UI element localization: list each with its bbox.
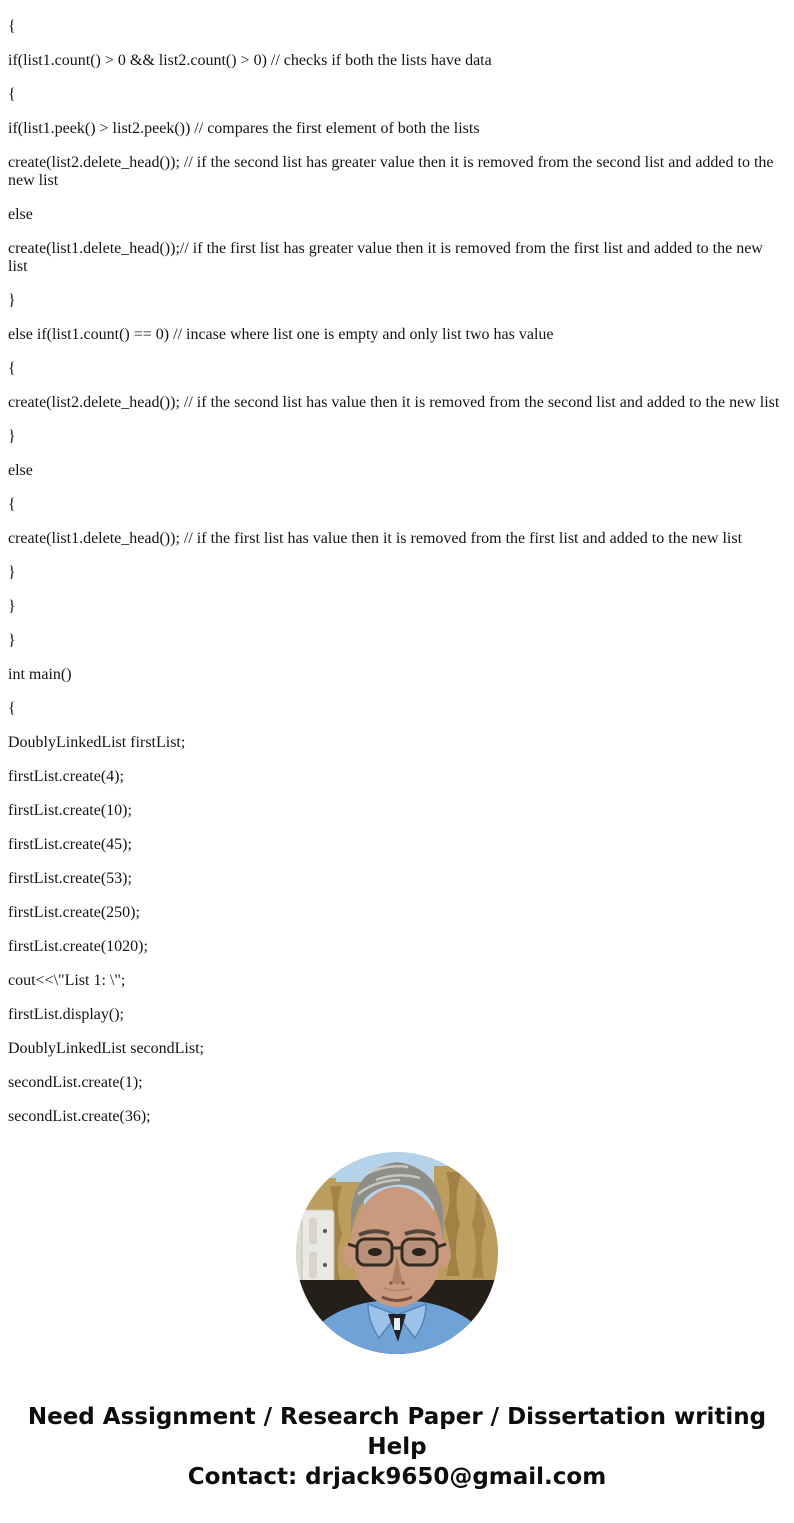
code-line: { [8, 700, 16, 717]
code-line: cout<<\"List 1: \"; [8, 972, 126, 989]
code-line: firstList.display(); [8, 1006, 124, 1023]
code-line: { [8, 86, 16, 103]
code-line: DoublyLinkedList firstList; [8, 734, 186, 751]
code-line: { [8, 18, 16, 35]
code-line: create(list2.delete_head()); // if the second list has value then it is removed from the second list and added to the new list [8, 394, 780, 411]
promo-text [0, 1402, 794, 1492]
code-line: else [8, 206, 33, 223]
switch-plate [302, 1210, 334, 1286]
code-line: } [8, 632, 16, 649]
code-line: DoublyLinkedList secondList; [8, 1040, 204, 1057]
tutor-photo-container [0, 1152, 794, 1354]
code-line: } [8, 292, 16, 309]
code-line: create(list1.delete_head());// if the first list has greater value then it is removed from the first list and added to the new list [8, 240, 763, 275]
promo-help-line: Need Assignment / Research Paper / Dissertation writing Help [27, 1404, 767, 1460]
code-line: firstList.create(10); [8, 802, 132, 819]
code-line: firstList.create(53); [8, 870, 132, 887]
code-line: firstList.create(1020); [8, 938, 148, 955]
code-line: secondList.create(36); [8, 1108, 151, 1125]
code-line: } [8, 564, 16, 581]
code-line: } [8, 428, 16, 445]
code-line: { [8, 360, 16, 377]
code-line: else [8, 462, 33, 479]
code-line: firstList.create(45); [8, 836, 132, 853]
code-line: } [8, 598, 16, 615]
code-line: int main() [8, 666, 72, 683]
code-line: if(list1.peek() > list2.peek()) // compares the first element of both the lists [8, 120, 480, 137]
code-line: { [8, 496, 16, 513]
code-line: secondList.create(1); [8, 1074, 143, 1091]
promo-contact-line: Contact: drjack9650@gmail.com [187, 1464, 607, 1490]
code-line: firstList.create(4); [8, 768, 124, 785]
code-line: create(list1.delete_head()); // if the first list has value then it is removed from the first list and added to the new list [8, 530, 743, 547]
code-line: create(list2.delete_head()); // if the second list has greater value then it is removed from the second list and added to the new list [8, 154, 774, 189]
tutor-avatar [296, 1152, 498, 1354]
code-line: if(list1.count() > 0 && list2.count() > 0) // checks if both the lists have data [8, 52, 492, 69]
code-line: firstList.create(250); [8, 904, 140, 921]
code-line: else if(list1.count() == 0) // incase where list one is empty and only list two has value [8, 326, 554, 343]
